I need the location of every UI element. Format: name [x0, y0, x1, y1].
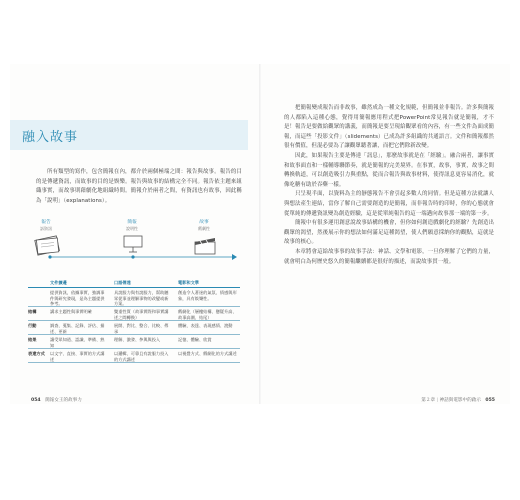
table-cell: 理解、激發、參與與投入: [114, 337, 161, 342]
table-cell: 記憶、體驗、欣賞: [178, 337, 212, 342]
left-page-number: 054: [31, 398, 41, 403]
diagram-node-presentation-title: 簡報: [127, 220, 137, 225]
table-header-cell: 文件擴邊: [50, 280, 67, 285]
table-header-row: [28, 278, 240, 288]
table-cell: 調查、蒐集、記錄、評估、描述、更新: [50, 323, 105, 334]
table-row-label: 行動: [28, 323, 37, 328]
body-paragraph: 本章將會這給故事事的故事手法：神話、文學和電影，一旦你理解了它們的力量，就會明白為何歷史悠久的簡報繼續都是很好的描述，而說故事貫一般。: [284, 248, 494, 265]
section-heading: 融入故事: [22, 130, 79, 145]
footer-separator: |: [436, 398, 439, 403]
right-body-text: [284, 104, 494, 267]
diagram-connector-arrow: [48, 252, 238, 262]
intro-paragraph: 所有類型的寫作，包含簡報在內，都介於兩個極端之間：報告與故事。報告的目的是傳遞資訊，而故事的目的是娛樂。報告與故事的結構完全不同。報告依主題來組織事實，而故事則藉劇化地組織時間。簡報介於兩者之間，有資訊也有故事，因此稱為「說明」（explanations）。: [36, 169, 242, 204]
table-row: [28, 335, 240, 349]
diagram-node-story-title: 故事: [199, 220, 209, 225]
body-paragraph: 只呈現半面，以資料為主的靜態報告不會引起多數人的同情。但是這種方法就讓人與想法產生連結，當你了解自己需要創造的是簡報，而非報告時的印時，你的心態就會從單純的傳遞資訊變為創造經驗，這是從單純報告的這一端邁向故事那一端的第一步。: [284, 191, 494, 217]
diagram-node-report-title: 報告: [41, 220, 51, 225]
table-cell: 展開、對比、整合、比較、傳承: [114, 323, 169, 334]
left-page-footer: [28, 397, 82, 403]
table-cell: 以視覺方式、戲劇化的方式講述: [178, 351, 237, 356]
diagram-node-story-sub: 戲劇性: [198, 226, 210, 231]
table-row: [28, 307, 240, 321]
table-row: [28, 349, 240, 363]
section-heading-band: [10, 120, 248, 150]
table-row-label: 表達方式: [28, 351, 45, 356]
body-paragraph: 把簡報變成報告而非故事，雖然成為一種文化規範，但簡報並非報告。許多與簡報的人都陷入這種心態，覺得用簡報應用程式把PowerPoint常見報告就是簡報，才不是！報告是要做給觀眾的講義，而簡報是要呈現給觀眾看的內容，有一些文件為面成簡報，而這些「投影文件」（slidements）已成為許多組織的共通語言。文件和簡報都然很有價值，但混必要為了讓觀眾聽著讓，而把它們除新改變。: [284, 105, 494, 150]
left-running-title: 簡報女王的故事力: [45, 398, 82, 403]
table-header-cell: 電影和文學: [178, 280, 199, 285]
table-cell: 以邏輯、可靠且有說服力投入的方式講述: [114, 351, 169, 362]
table-row-label: 結構: [28, 309, 37, 314]
right-page: [260, 64, 510, 404]
table-cell: 讓受眾知道、認識、準備、熟知: [50, 337, 105, 348]
body-paragraph: 簡報中有很多運用創意說故事結構的機會，但你如何創造戲劇化的經驗？先創造出觀眾的渴望，然後展示你的想法如何滿足這種渴望，使人們願意採納你的觀點，這就是故事的核心。: [284, 220, 494, 246]
chapter-label: 第２章: [421, 398, 436, 403]
book-spread: [10, 64, 510, 404]
table-cell: 提供資訊，依據事實，強調事件與研究發現，是為主題提供參考。: [50, 290, 105, 307]
table-cell: 創造令人著迷的氣氛、情感與形象，具有娛樂性。: [178, 290, 237, 301]
presenter-icon: [122, 234, 144, 254]
right-page-number: 055: [485, 398, 495, 403]
table-header-cell: 口語傳達: [114, 280, 131, 285]
diagram-node-report-sub: 訴資訊: [40, 226, 52, 231]
table-cell: 戲劇化（層樓結構、懸疑升高、故事高潮、結尾）: [178, 309, 237, 320]
right-page-footer: [421, 397, 498, 403]
table-row: [28, 288, 240, 307]
left-page: [10, 64, 260, 404]
table-cell: 講求主題性與事實明確: [50, 309, 92, 314]
table-cell: 以文字、直接、事實的方式講述: [50, 351, 105, 362]
table-row: [28, 321, 240, 335]
table-row-label: 結果: [28, 337, 37, 342]
comparison-table: [28, 278, 240, 363]
diagram-node-presentation-sub: 說明性: [126, 226, 138, 231]
table-cell: 體驗、表達、表現感情、渡動: [178, 323, 233, 328]
table-cell: 具說服力與有說服力，幫助聽眾從事並理解事物的改變或新方案。: [114, 290, 169, 307]
body-paragraph: 因此，如果報告主要是傳達「訊息」，那麼故事就是在「經驗」。融合兩者，讓事實和故事面直和一樣輔導聯節奏，就是簡報的完美境界。在事實，故事，事實，故事之間轉換軌道，可以創造吸引力與重點，從而合報告與故事材料，使得訊息更容易消化，就像吃糖有助於吞藥一樣。: [284, 152, 494, 188]
right-running-title: 神話與電影中的啟示: [439, 398, 481, 403]
table-cell: 雙重性質（故事實際和事實講述之間轉換）: [114, 309, 169, 320]
